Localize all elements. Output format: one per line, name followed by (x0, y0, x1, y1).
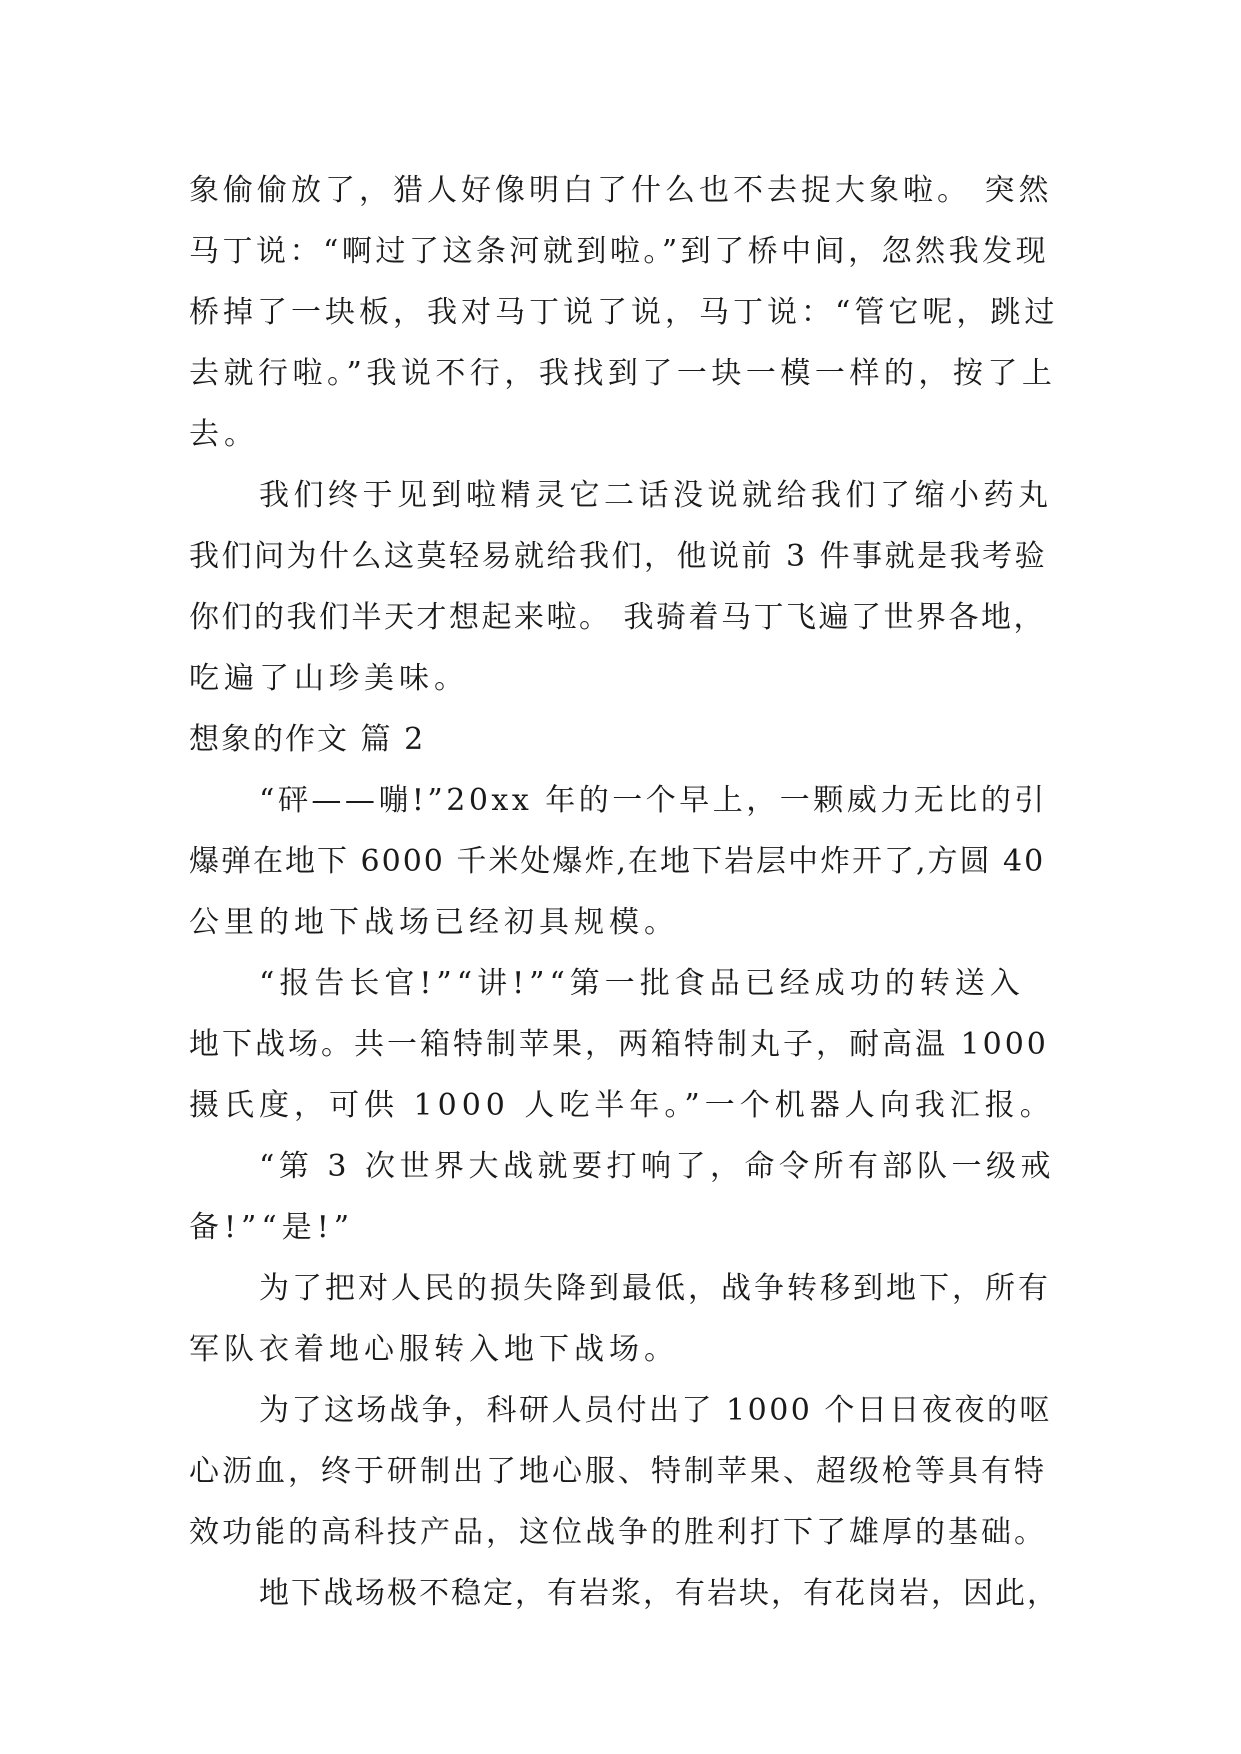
text-line: 我们终于见到啦精灵它二话没说就给我们了缩小药丸 (259, 478, 1053, 513)
text-line: 为了这场战争，科研人员付出了 1000 个日日夜夜的呕 (259, 1393, 1052, 1428)
text-line: 心沥血，终于研制出了地心服、特制苹果、超级枪等具有特 (189, 1454, 1047, 1489)
text-line: 我们问为什么这莫轻易就给我们，他说前 3 件事就是我考验 (189, 539, 1048, 574)
section-heading: 想象的作文 篇 2 (189, 722, 426, 757)
text-line: “砰——嘣!”20xx 年的一个早上，一颗威力无比的引 (259, 783, 1048, 818)
text-line: 马丁说：“啊过了这条河就到啦。”到了桥中间，忽然我发现 (189, 234, 1050, 269)
text-line: 地下战场。共一箱特制苹果，两箱特制丸子，耐高温 1000 (189, 1027, 1049, 1062)
text-line: 去。 (189, 417, 259, 452)
text-line: 备!”“是!” (189, 1210, 355, 1245)
text-line: “第 3 次世界大战就要打响了，命令所有部队一级戒 (259, 1149, 1055, 1184)
text-line: 效功能的高科技产品，这位战争的胜利打下了雄厚的基础。 (189, 1515, 1047, 1550)
text-line: 你们的我们半天才想起来啦。 我骑着马丁飞遍了世界各地， (189, 600, 1047, 635)
text-line: 摄氏度，可供 1000 人吃半年。”一个机器人向我汇报。 (189, 1088, 1055, 1123)
text-line: 象偷偷放了，猎人好像明白了什么也不去捉大象啦。 突然 (189, 173, 1053, 208)
text-line: 桥掉了一块板，我对马丁说了说，马丁说：“管它呢，跳过 (189, 295, 1059, 330)
text-line: 军队衣着地心服转入地下战场。 (189, 1332, 679, 1367)
text-line: 为了把对人民的损失降到最低，战争转移到地下，所有 (259, 1271, 1051, 1306)
text-line: 公里的地下战场已经初具规模。 (189, 905, 679, 940)
text-line: “报告长官!”“讲!”“第一批食品已经成功的转送入 (259, 966, 1025, 1001)
essay-text (189, 160, 1059, 1624)
text-line: 去就行啦。”我说不行，我找到了一块一模一样的，按了上 (189, 356, 1057, 391)
text-line: 爆弹在地下 6000 千米处爆炸,在地下岩层中炸开了,方圆 40 (189, 844, 1046, 879)
text-line: 吃遍了山珍美味。 (189, 661, 469, 696)
text-line: 地下战场极不稳定，有岩浆，有岩块，有花岗岩，因此， (259, 1576, 1059, 1611)
